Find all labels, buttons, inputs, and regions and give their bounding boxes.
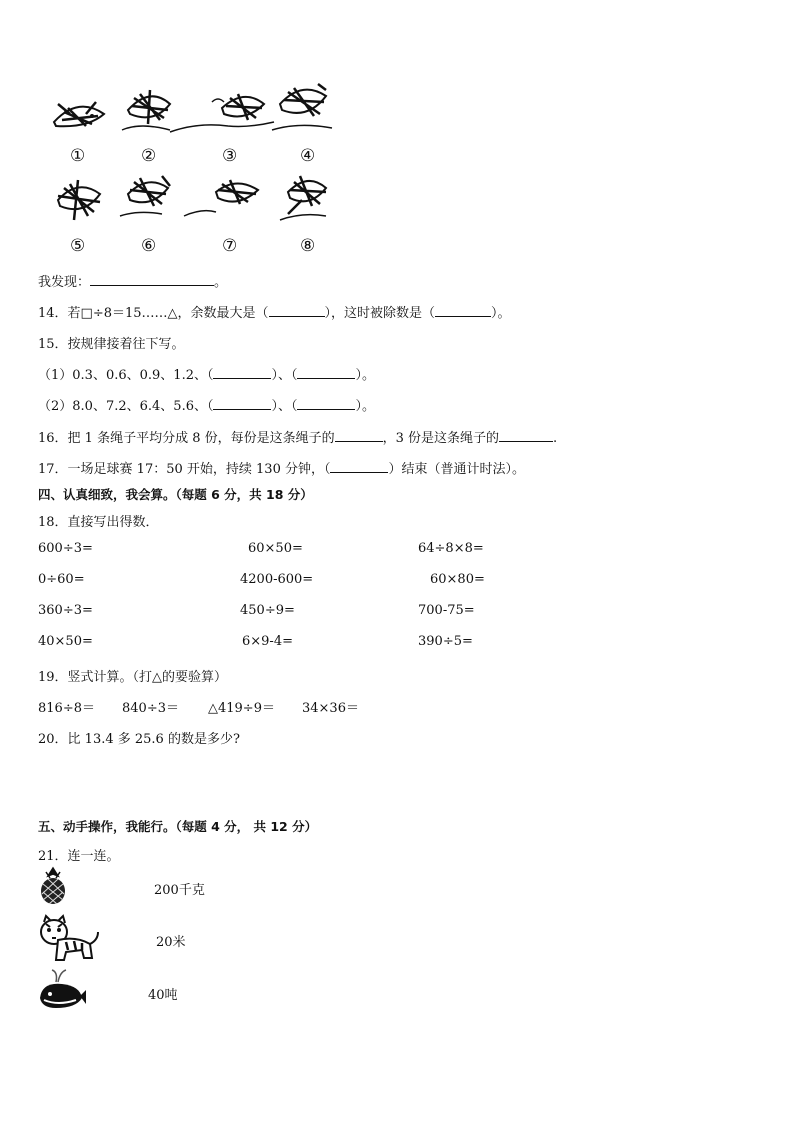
q18-title: 18．直接写出得数．: [38, 515, 159, 530]
q13-end: 。: [214, 275, 228, 290]
q18-item-4: 0÷60=: [38, 572, 85, 587]
fish-label-4: ④: [300, 146, 316, 166]
q19-item-1: 816÷8＝: [38, 701, 95, 716]
q13-line: [38, 271, 227, 290]
pineapple-icon: [36, 866, 70, 906]
q15-row-2: [38, 395, 375, 414]
fish-label-2: ②: [141, 146, 157, 166]
q17-line: [38, 458, 525, 477]
fish-label-5: ⑤: [70, 236, 86, 256]
q15-r2-text-c: ）。: [355, 399, 375, 414]
section-4-heading: 四、认真细致，我会算。（每题 6 分，共 18 分）: [38, 487, 313, 502]
q19-title: 19．竖式计算。（打△的要验算）: [38, 670, 228, 685]
fish-image-4: [268, 78, 336, 140]
q14-blank-2[interactable]: [435, 304, 491, 317]
q16-blank-1[interactable]: [335, 429, 383, 442]
fish-label-8: ⑧: [300, 236, 316, 256]
whale-icon: [36, 968, 88, 1012]
q16-text-b: ，3 份是这条绳子的: [382, 431, 500, 446]
q16-blank-2[interactable]: [499, 429, 553, 442]
q16-line: [38, 427, 557, 446]
q18-item-5: 4200-600=: [240, 572, 314, 587]
q18-item-6: 60×80=: [430, 572, 485, 587]
q16-text-a: 16．把 1 条绳子平均分成 8 份，每份是这条绳子的: [38, 431, 335, 446]
q15-r1-text-b: ）、（: [271, 368, 298, 383]
q15-r2-text-a: （2）8.0、7.2、6.4、5.6、（: [38, 399, 214, 414]
section-5-heading: 五、动手操作，我能行。（每题 4 分， 共 12 分）: [38, 819, 318, 834]
q19-item-3: △419÷9＝: [208, 701, 275, 716]
q15-r1-blank-2[interactable]: [297, 366, 355, 379]
q14-line: [38, 302, 511, 321]
q15-r1-text-c: ）。: [355, 368, 375, 383]
q21-value-3: 40吨: [148, 988, 178, 1003]
tiger-icon: [36, 914, 102, 962]
q14-text-c: ）。: [491, 306, 511, 321]
q18-item-1: 600÷3=: [38, 541, 93, 556]
fish-image-6: [118, 172, 176, 224]
fish-image-8: [278, 170, 334, 230]
q16-text-c: .: [553, 431, 558, 446]
q14-text-a: 14．若□÷8＝15……△，余数最大是（: [38, 306, 269, 321]
q19-item-4: 34×36＝: [302, 701, 359, 716]
q21-value-1: 200千克: [154, 883, 205, 898]
q18-item-3: 64÷8×8=: [418, 541, 484, 556]
fish-image-1: [48, 92, 110, 136]
q14-blank-1[interactable]: [269, 304, 325, 317]
fish-label-6: ⑥: [141, 236, 157, 256]
q15-r2-blank-1[interactable]: [213, 397, 271, 410]
q18-item-12: 390÷5=: [418, 634, 473, 649]
q17-text-b: ）结束（普通计时法）。: [388, 462, 525, 477]
q15-title: 15．按规律接着往下写。: [38, 337, 185, 352]
q17-text-a: 17．一场足球赛 17：50 开始，持续 130 分钟，（: [38, 462, 331, 477]
q18-item-2: 60×50=: [248, 541, 303, 556]
fish-image-5: [48, 176, 108, 228]
q15-r1-text-a: （1）0.3、0.6、0.9、1.2、（: [38, 368, 214, 383]
q19-item-2: 840÷3＝: [122, 701, 179, 716]
q15-r1-blank-1[interactable]: [213, 366, 271, 379]
q13-prompt: 我发现：: [38, 275, 91, 290]
fish-label-3: ③: [222, 146, 238, 166]
q18-item-9: 700-75=: [418, 603, 475, 618]
q18-item-11: 6×9-4=: [242, 634, 293, 649]
q14-text-b: ），这时被除数是（: [324, 306, 436, 321]
fish-image-3: [168, 88, 278, 140]
q18-item-7: 360÷3=: [38, 603, 93, 618]
q15-r2-text-b: ）、（: [271, 399, 298, 414]
q18-item-8: 450÷9=: [240, 603, 295, 618]
q17-blank[interactable]: [330, 460, 388, 473]
q18-item-10: 40×50=: [38, 634, 93, 649]
q21-title: 21．连一连。: [38, 849, 120, 864]
fish-label-7: ⑦: [222, 236, 238, 256]
fish-label-1: ①: [70, 146, 86, 166]
q15-r2-blank-2[interactable]: [297, 397, 355, 410]
q15-row-1: [38, 364, 375, 383]
q13-answer-blank[interactable]: [90, 273, 214, 286]
q20-text: 20．比 13.4 多 25.6 的数是多少?: [38, 732, 240, 747]
fish-image-7: [182, 176, 264, 222]
q21-value-2: 20米: [156, 935, 186, 950]
